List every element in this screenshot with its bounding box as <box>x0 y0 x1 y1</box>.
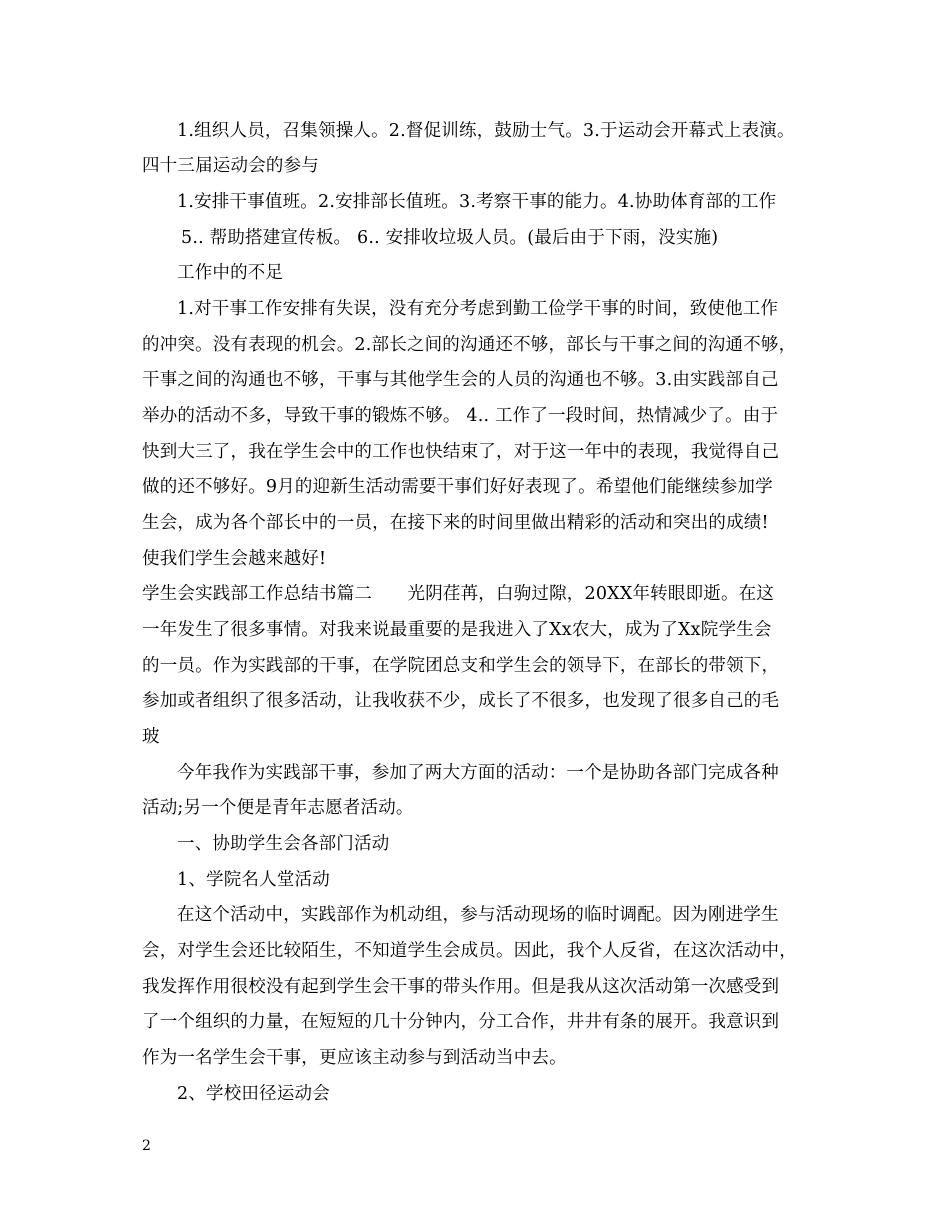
text-line: 一年发生了很多事情。对我来说最重要的是我进入了Xx农大，成为了Xx院学生会 <box>142 620 772 640</box>
text-line: 活动;另一个便是青年志愿者活动。 <box>142 798 414 818</box>
section-heading: 一、协助学生会各部门活动 <box>177 834 390 854</box>
text-line: 在这个活动中，实践部作为机动组，参与活动现场的临时调配。因为刚进学生 <box>177 905 779 925</box>
text-line: 1.组织人员，召集领操人。2.督促训练，鼓励士气。3.于运动会开幕式上表演。 <box>177 121 795 141</box>
subsection-heading: 2、学校田径运动会 <box>177 1084 330 1104</box>
text-line: 1.对干事工作安排有失误，没有充分考虑到勤工俭学干事的时间，致使他工作 <box>177 299 779 319</box>
text-line: 使我们学生会越来越好! <box>142 549 327 569</box>
text-line: 5.. 帮助搭建宣传板。 6.. 安排收垃圾人员。(最后由于下雨，没实施) <box>181 228 719 248</box>
text-line: 四十三届运动会的参与 <box>142 156 319 176</box>
text-line: 干事之间的沟通也不够，干事与其他学生会的人员的沟通也不够。3.由实践部自己 <box>142 370 779 390</box>
text-line: 1.安排干事值班。2.安排部长值班。3.考察干事的能力。4.协助体育部的工作 <box>177 192 777 212</box>
text-line: 的一员。作为实践部的干事，在学院团总支和学生会的领导下，在部长的带领下， <box>142 656 780 676</box>
text-line: 快到大三了，我在学生会中的工作也快结束了，对于这一年中的表现，我觉得自己 <box>142 442 780 462</box>
text-line: 的冲突。没有表现的机会。2.部长之间的沟通还不够，部长与干事之间的沟通不够， <box>142 335 797 355</box>
text-line: 做的还不够好。9月的迎新生活动需要干事们好好表现了。希望他们能继续参加学 <box>142 477 773 497</box>
text-line: 生会，成为各个部长中的一员，在接下来的时间里做出精彩的活动和突出的成绩! <box>142 513 769 533</box>
text-line: 会，对学生会还比较陌生，不知道学生会成员。因此，我个人反省，在这次活动中， <box>142 941 797 961</box>
text-line: 学生会实践部工作总结书篇二 光阴荏苒，白驹过隙，20XX年转眼即逝。在这 <box>142 584 775 604</box>
text-line: 我发挥作用很校没有起到学生会干事的带头作用。但是我从这次活动第一次感受到 <box>142 977 780 997</box>
subsection-heading: 1、学院名人堂活动 <box>177 870 330 890</box>
text-line: 玻 <box>142 727 160 747</box>
text-line: 今年我作为实践部干事，参加了两大方面的活动：一个是协助各部门完成各种 <box>177 763 779 783</box>
text-line: 举办的活动不多，导致干事的锻炼不够。 4.. 工作了一段时间，热情减少了。由于 <box>142 406 779 426</box>
text-line: 了一个组织的力量，在短短的几十分钟内，分工合作，井井有条的展开。我意识到 <box>142 1012 780 1032</box>
page-number: 2 <box>142 1138 151 1154</box>
text-line: 作为一名学生会干事，更应该主动参与到活动当中去。 <box>142 1048 567 1068</box>
section-heading: 工作中的不足 <box>177 263 284 283</box>
text-line: 参加或者组织了很多活动，让我收获不少，成长了不很多，也发现了很多自己的毛 <box>142 691 780 711</box>
